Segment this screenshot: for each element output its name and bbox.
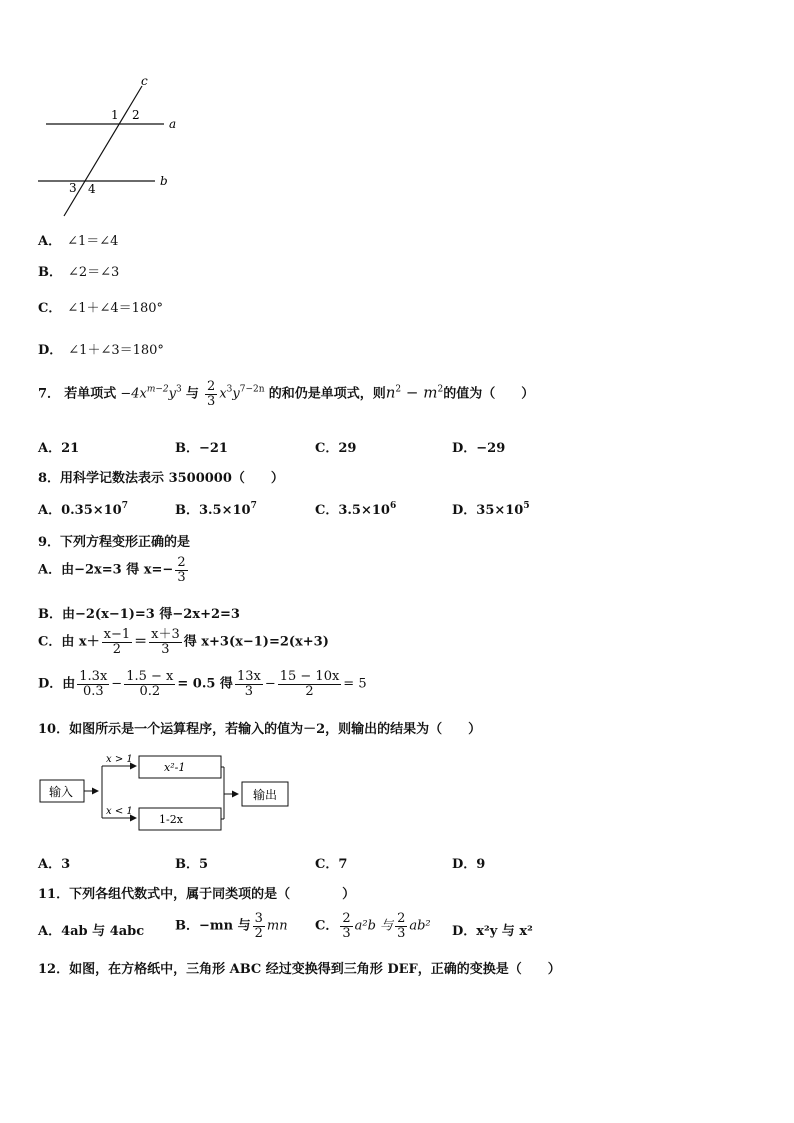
flow-box-bottom-label: 1-2x xyxy=(159,813,183,826)
flow-output-label: 输出 xyxy=(253,788,278,802)
q7-fraction: $\frac{2}{3}$ xyxy=(207,379,216,409)
q6-option-d: D． ∠1＋∠3＝180° xyxy=(38,343,164,358)
q11-options: A．4ab 与 4abc B．−mn 与 $\frac{3}{2}$ mn C． $\frac{2}{3}$ a²b 与 $\frac{2}{3}$ ab² D．x²y 与 x² xyxy=(38,911,533,941)
label-a: a xyxy=(169,117,177,131)
label-c: c xyxy=(141,74,148,88)
angle-3: 3 xyxy=(69,181,77,195)
flow-cond-bottom: x < 1 xyxy=(106,806,133,817)
q10-options: A．3 B．5 C．7 D．9 xyxy=(38,857,486,872)
q6-option-b: B． ∠2＝∠3 xyxy=(38,265,120,280)
angle-4: 4 xyxy=(88,182,96,196)
flow-cond-top: x > 1 xyxy=(106,754,133,765)
q9-option-a: A．由−2x=3 得 x=− $\frac{2}{3}$ xyxy=(38,555,186,585)
q10-stem: 10．如图所示是一个运算程序，若输入的值为－2，则输出的结果为（ ） xyxy=(38,722,482,737)
q9-stem: 9．下列方程变形正确的是 xyxy=(38,535,191,550)
q8-stem: 8．用科学记数法表示 3500000（ ） xyxy=(38,471,284,486)
label-b: b xyxy=(160,174,168,188)
q7-options: A．21 B．−21 C．29 D．−29 xyxy=(38,441,506,456)
q6-option-c: C． ∠1＋∠4＝180° xyxy=(38,301,163,316)
q12-stem: 12．如图，在方格纸中，三角形 ABC 经过变换得到三角形 DEF，正确的变换是（ ） xyxy=(38,962,561,977)
q11-stem: 11．下列各组代数式中，属于同类项的是（ ） xyxy=(38,887,356,902)
angle-1: 1 xyxy=(111,108,119,122)
parallel-lines-figure xyxy=(30,72,190,222)
angle-2: 2 xyxy=(132,108,140,122)
flow-box-top-label: x²-1 xyxy=(164,761,186,774)
q9-option-c: C．由 x＋ $\frac{x-1}{2}$ ＝ $\frac{x+3}{3}$ 得 x+3(x−1)=2(x+3) xyxy=(38,627,329,657)
flow-input-label: 输入 xyxy=(49,785,74,799)
q6-option-a: A． ∠1＝∠4 xyxy=(38,234,119,249)
line-c xyxy=(64,86,142,216)
q10-flowchart xyxy=(38,748,298,838)
q9-option-d: D．由 $\frac{1.3x}{0.3}$ − $\frac{1.5 - x}{0.2}$ = 0.5 得 $\frac{13x}{3}$ − $\frac{15 - 10x}{2}$ = 5 xyxy=(38,669,367,699)
q7-stem: 7． 若单项式 $-4x^{m-2}y^3$ 与 $\frac{2}{3}$ $x^3y^{7-2n}$ 的和仍是单项式，则$n^2 - m^2$的值为（ ） xyxy=(38,379,535,409)
q9-option-b: B．由−2(x−1)=3 得−2x+2=3 xyxy=(38,607,240,622)
q8-options: A．$0.35\times 10^7$ B．$3.5\times 10^7$ C．$3.5\times 10^6$ D．$35\times 10^5$ xyxy=(38,501,530,518)
